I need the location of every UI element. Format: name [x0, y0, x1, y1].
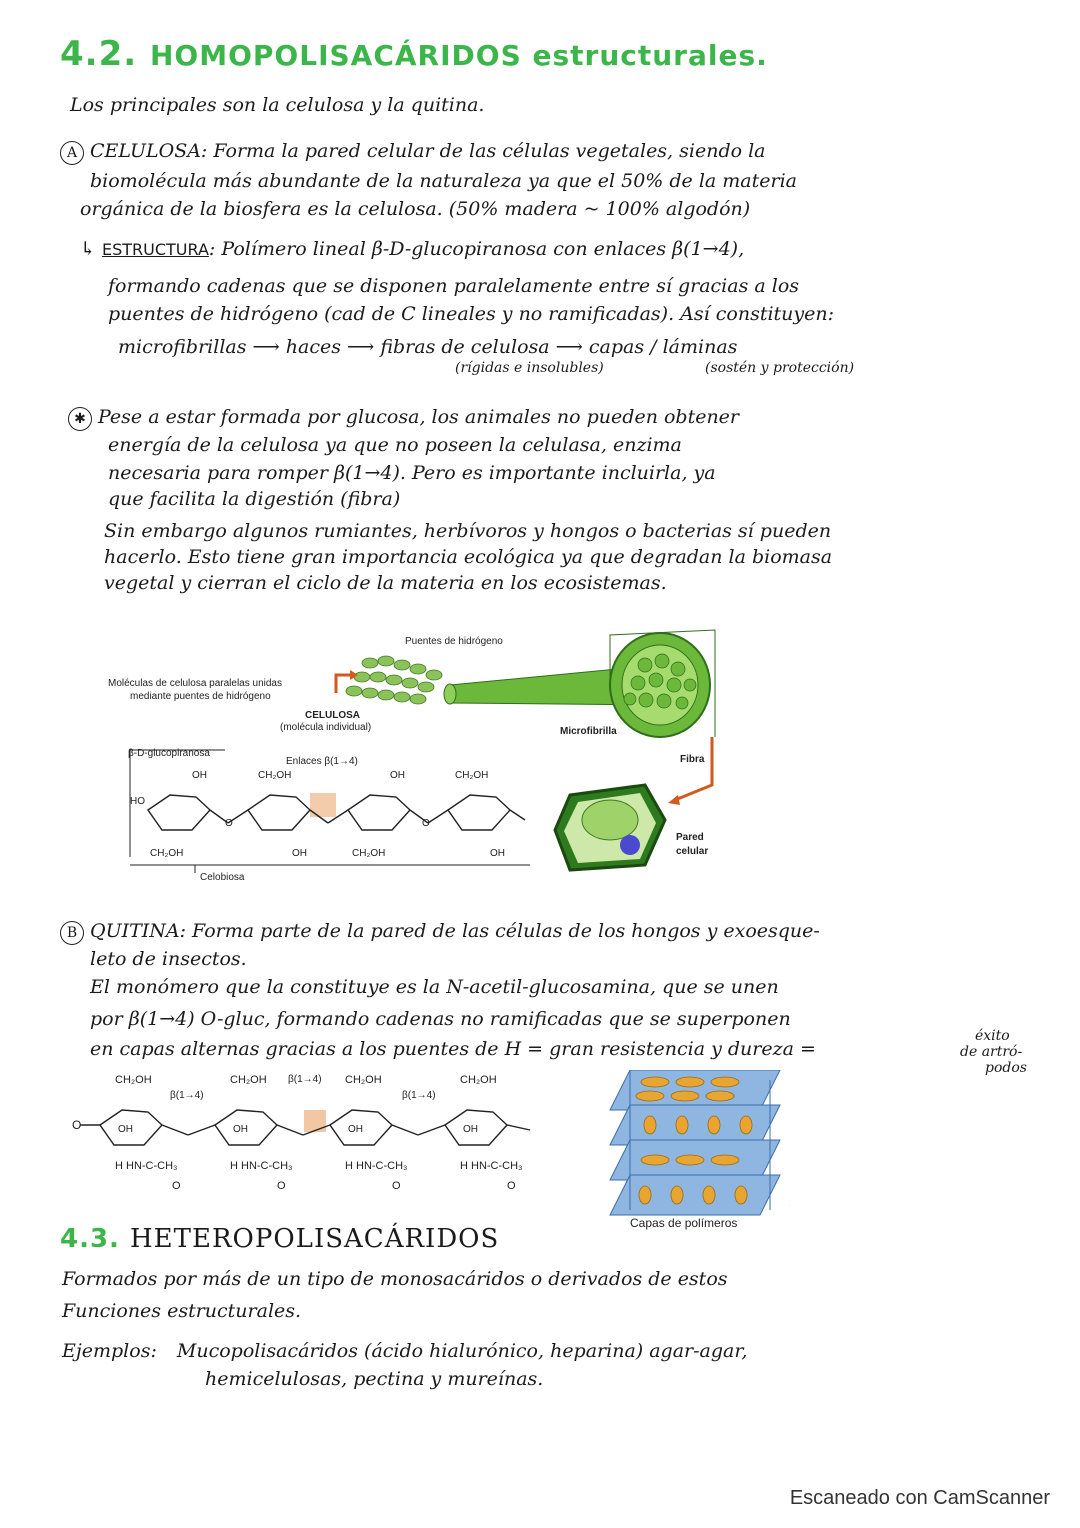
- chain-line: microfibrillas ⟶ haces ⟶ fibras de celulosa ⟶ capas / láminas: [118, 336, 738, 358]
- fig2-nh-1: H HN-C-CH₃: [115, 1160, 178, 1172]
- fig2-ch2oh-4: CH₂OH: [460, 1074, 497, 1086]
- fig1-o-2: O: [422, 818, 430, 829]
- fig2-ch2oh-2: CH₂OH: [230, 1074, 267, 1086]
- note-line-1: [68, 406, 739, 431]
- fig2-oh-2: OH: [233, 1124, 248, 1135]
- fig2-ch2oh-3: CH₂OH: [345, 1074, 382, 1086]
- quitina-side-2: de artró-: [960, 1044, 1023, 1060]
- cellulose-diagram: [100, 625, 740, 895]
- note-line-5: Sin embargo algunos rumiantes, herbívoros y hongos o bacterias sí pueden: [104, 520, 832, 542]
- note-line-2: energía de la celulosa ya que no poseen la celulasa, enzima: [108, 434, 682, 456]
- cellulose-figure: [100, 625, 740, 895]
- fig1-ch2oh-2: CH₂OH: [455, 770, 489, 781]
- marker-a: A: [60, 141, 84, 165]
- section-42-number: 4.2.: [60, 34, 138, 74]
- chain-sub-1: (rígidas e insolubles): [455, 360, 604, 376]
- fig2-bond-1: β(1→4): [170, 1090, 204, 1101]
- polymer-layers: [610, 1070, 780, 1215]
- fig2-oh-4: OH: [463, 1124, 478, 1135]
- estructura-line-2: formando cadenas que se disponen paralelamente entre sí gracias a los: [108, 275, 800, 297]
- fig2-oh-1: OH: [118, 1124, 133, 1135]
- asterisk-marker-icon: ✱: [68, 407, 92, 431]
- fig1-ch2oh-3: CH₂OH: [150, 848, 184, 859]
- fig2-o-left: O: [72, 1118, 82, 1132]
- fig2-carbonyl-2: O: [277, 1180, 286, 1192]
- quitina-line-1: [60, 920, 820, 945]
- ejemplos-text-1: Mucopolisacáridos (ácido hialurónico, heparina) agar-agar,: [176, 1340, 748, 1362]
- fig1-oh-4: OH: [490, 848, 505, 859]
- ejemplos-line-2: hemicelulosas, pectina y mureínas.: [205, 1368, 544, 1390]
- fig1-oh-2: OH: [390, 770, 405, 781]
- ejemplos-label: Ejemplos:: [62, 1340, 157, 1362]
- fig2-ch2oh-1: CH₂OH: [115, 1074, 152, 1086]
- fig1-moleculas-label: Moléculas de celulosa paralelas unidas: [108, 678, 282, 689]
- celulosa-line-3: orgánica de la biosfera es la celulosa. (50% madera ~ 100% algodón): [80, 198, 751, 220]
- fig2-capas-label: Capas de polímeros: [630, 1216, 738, 1230]
- celulosa-line-1-text: CELULOSA: Forma la pared celular de las células vegetales, siendo la: [90, 140, 766, 162]
- section-42-title: [60, 34, 768, 74]
- note-line-1-text: Pese a estar formada por glucosa, los animales no pueden obtener: [98, 406, 740, 428]
- note-line-6: hacerlo. Esto tiene gran importancia ecológica ya que degradan la biomasa: [104, 546, 833, 568]
- fig2-bond-3: β(1→4): [402, 1090, 436, 1101]
- quitina-line-5: en capas alternas gracias a los puentes de H = gran resistencia y dureza =: [90, 1038, 816, 1060]
- section-43-title: [60, 1224, 499, 1254]
- fig1-o-1: O: [225, 818, 233, 829]
- fig2-bond-2: β(1→4): [288, 1074, 322, 1085]
- fig1-oh-1: OH: [192, 770, 207, 781]
- estructura-line-1: [80, 238, 744, 261]
- section-43-line-2: Funciones estructurales.: [62, 1300, 302, 1322]
- fig1-celobiosa-label: Celobiosa: [200, 872, 245, 883]
- section-43-line-1: Formados por más de un tipo de monosacáridos o derivados de estos: [62, 1268, 728, 1290]
- section-42-intro: Los principales son la celulosa y la quitina.: [70, 94, 485, 116]
- fig1-ch2oh-4: CH₂OH: [352, 848, 386, 859]
- section-43-number: 4.3.: [60, 1224, 120, 1254]
- celulosa-line-2: biomolécula más abundante de la naturaleza ya que el 50% de la materia: [90, 170, 797, 192]
- fig2-carbonyl-1: O: [172, 1180, 181, 1192]
- fig1-ch2oh-1: CH₂OH: [258, 770, 292, 781]
- chain-sub-2: (sostén y protección): [705, 360, 855, 376]
- celulosa-line-1: [60, 140, 766, 165]
- fig1-celulosa-label: CELULOSA: [305, 710, 360, 721]
- fig2-nh-2: H HN-C-CH₃: [230, 1160, 293, 1172]
- section-42-heading: HOMOPOLISACÁRIDOS estructurales.: [150, 39, 768, 72]
- fig1-molecula-individual-label: (molécula individual): [280, 722, 372, 733]
- section-43-heading: HETEROPOLISACÁRIDOS: [130, 1224, 500, 1254]
- quitina-line-2: leto de insectos.: [90, 948, 247, 970]
- fig1-moleculas-label-2: mediante puentes de hidrógeno: [130, 691, 271, 702]
- fig1-celular-label: celular: [676, 846, 709, 857]
- fig1-microfibrilla-label: Microfibrilla: [560, 726, 617, 737]
- scanner-footer: Escaneado con CamScanner: [789, 1487, 1050, 1509]
- fig2-nh-4: H HN-C-CH₃: [460, 1160, 523, 1172]
- quitina-line-4: por β(1→4) O-gluc, formando cadenas no ramificadas que se superponen: [90, 1008, 791, 1030]
- fig2-oh-3: OH: [348, 1124, 363, 1135]
- estructura-label: ESTRUCTURA: [101, 240, 209, 259]
- quitina-side-1: éxito: [975, 1028, 1010, 1044]
- ejemplos-row: [62, 1340, 747, 1363]
- fig1-oh-3: OH: [292, 848, 307, 859]
- estructura-line-3: puentes de hidrógeno (cad de C lineales y no ramificadas). Así constituyen:: [108, 303, 835, 325]
- quitina-line-1-text: QUITINA: Forma parte de la pared de las células de los hongos y exoesque-: [90, 920, 820, 942]
- fig2-carbonyl-3: O: [392, 1180, 401, 1192]
- fig2-carbonyl-4: O: [507, 1180, 516, 1192]
- note-line-4: que facilita la digestión (fibra): [108, 488, 401, 510]
- fig1-enlaces-label: Enlaces β(1→4): [286, 756, 358, 767]
- quitina-line-3: El monómero que la constituye es la N-acetil-glucosamina, que se unen: [90, 976, 779, 998]
- fig2-nh-3: H HN-C-CH₃: [345, 1160, 408, 1172]
- estructura-line-1-text: : Polímero lineal β-D-glucopiranosa con enlaces β(1→4),: [208, 238, 745, 260]
- fig1-pared-label: Pared: [676, 832, 704, 843]
- fig1-ho: HO: [130, 796, 145, 807]
- marker-b: B: [60, 921, 84, 945]
- quitina-side-3: podos: [985, 1060, 1027, 1076]
- note-line-3: necesaria para romper β(1→4). Pero es importante incluirla, ya: [108, 462, 716, 484]
- fig1-fibra-label: Fibra: [680, 754, 705, 765]
- fig1-puentes-label: Puentes de hidrógeno: [405, 636, 503, 647]
- note-line-7: vegetal y cierran el ciclo de la materia en los ecosistemas.: [104, 572, 667, 594]
- return-arrow-icon: ↳: [80, 238, 102, 260]
- fig1-glucopiranosa-label: β-D-glucopiranosa: [128, 748, 210, 759]
